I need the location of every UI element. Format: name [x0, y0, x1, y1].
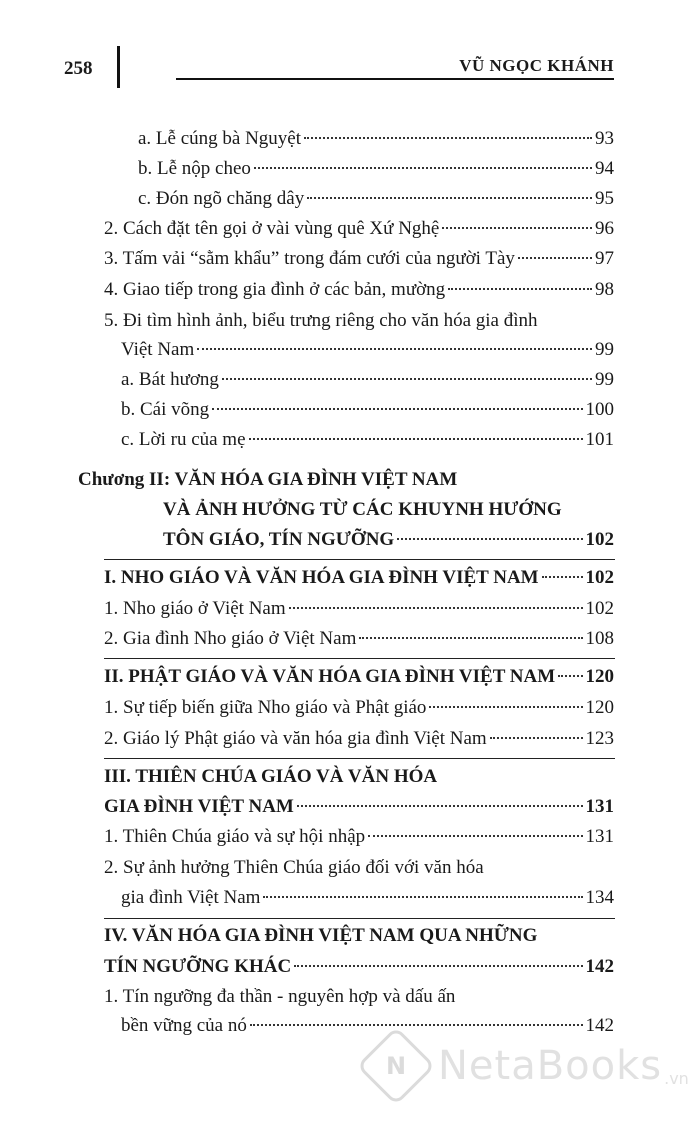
- toc-entry: [104, 247, 614, 271]
- toc-entry-page: 120: [585, 697, 614, 718]
- toc-entry: [121, 398, 614, 422]
- section-divider: [104, 758, 615, 759]
- toc-entry-title: 4. Giao tiếp trong gia đình ở các bản, mường: [104, 279, 446, 300]
- dot-leader: [197, 348, 592, 350]
- dot-leader: [368, 835, 582, 837]
- toc-entry: [104, 597, 614, 621]
- toc-entry-title: a. Lễ cúng bà Nguyệt: [138, 128, 302, 149]
- toc-entry: [121, 338, 614, 362]
- section-title-line1: IV. VĂN HÓA GIA ĐÌNH VIỆT NAM QUA NHỮNG: [104, 925, 538, 946]
- chapter-page: 102: [585, 529, 614, 550]
- dot-leader: [297, 805, 583, 807]
- section-page: 131: [585, 796, 614, 817]
- dot-leader: [289, 607, 583, 609]
- dot-leader: [263, 896, 582, 898]
- dot-leader: [442, 227, 592, 229]
- header-rule: [176, 78, 614, 80]
- page-number: 258: [64, 58, 93, 79]
- toc-entry-page: 134: [585, 887, 614, 908]
- toc-entry: [138, 187, 614, 211]
- section-title: II. PHẬT GIÁO VÀ VĂN HÓA GIA ĐÌNH VIỆT NAM: [104, 666, 556, 687]
- toc-entry-title: b. Lễ nộp cheo: [138, 158, 251, 179]
- toc-entry-page: 99: [595, 339, 614, 360]
- section-divider: [104, 918, 615, 919]
- watermark: [368, 1038, 689, 1094]
- toc-entry-page: 95: [595, 188, 614, 209]
- toc-entry-page: 131: [585, 826, 614, 847]
- toc-entry-page: 99: [595, 369, 614, 390]
- toc-entry-title: 3. Tấm vải “sằm khẩu” trong đám cưới của người Tày: [104, 248, 515, 269]
- toc-entry-page: 98: [595, 279, 614, 300]
- toc-entry: [104, 278, 614, 302]
- toc-entry-title: 1. Nho giáo ở Việt Nam: [104, 598, 286, 619]
- dot-leader: [222, 378, 592, 380]
- toc-entry-title-line1: 1. Tín ngưỡng đa thần - nguyên hợp và dấu ấn: [104, 986, 456, 1007]
- toc-entry-title-line1: 5. Đi tìm hình ảnh, biểu trưng riêng cho văn hóa gia đình: [104, 310, 538, 331]
- toc-entry-page: 101: [585, 429, 614, 450]
- section-entry: [104, 566, 614, 590]
- section-entry: [104, 795, 614, 819]
- header-divider: [117, 46, 120, 88]
- toc-entry-page: 142: [585, 1015, 614, 1036]
- section-title-line2: TÍN NGƯỠNG KHÁC: [104, 956, 292, 977]
- dot-leader: [249, 438, 583, 440]
- toc-entry: [121, 1014, 614, 1038]
- dot-leader: [359, 637, 582, 639]
- watermark-brand: NetaBooks: [438, 1043, 663, 1089]
- section-divider: [104, 559, 615, 560]
- section-page: 142: [585, 956, 614, 977]
- toc-entry: [121, 368, 614, 392]
- toc-entry: [104, 627, 614, 651]
- toc-entry-title: 2. Giáo lý Phật giáo và văn hóa gia đình Việt Nam: [104, 728, 487, 749]
- dot-leader: [490, 737, 583, 739]
- toc-entry: [104, 217, 614, 241]
- section-page: 102: [585, 567, 614, 588]
- dot-leader: [304, 137, 592, 139]
- dot-leader: [254, 167, 592, 169]
- dot-leader: [294, 965, 582, 967]
- running-head-author: VŨ NGỌC KHÁNH: [459, 56, 614, 75]
- dot-leader: [397, 538, 582, 540]
- section-entry: [104, 955, 614, 979]
- section-entry: [104, 665, 614, 689]
- toc-entry-title: c. Lời ru của mẹ: [121, 429, 246, 450]
- section-title: I. NHO GIÁO VÀ VĂN HÓA GIA ĐÌNH VIỆT NAM: [104, 567, 539, 588]
- toc-entry-title: c. Đón ngõ chăng dây: [138, 188, 305, 209]
- toc-entry-title-line2: gia đình Việt Nam: [121, 887, 261, 908]
- dot-leader: [542, 576, 583, 578]
- toc-entry-page: 108: [585, 628, 614, 649]
- toc-entry: [104, 727, 614, 751]
- section-page: 120: [585, 666, 614, 687]
- netabooks-logo-icon: N: [356, 1026, 435, 1105]
- dot-leader: [429, 706, 582, 708]
- toc-entry-title: 1. Sự tiếp biến giữa Nho giáo và Phật giáo: [104, 697, 427, 718]
- toc-entry-title-line2: Việt Nam: [121, 339, 195, 360]
- section-title-line1: III. THIÊN CHÚA GIÁO VÀ VĂN HÓA: [104, 766, 438, 787]
- toc-entry-page: 94: [595, 158, 614, 179]
- toc-entry: [138, 127, 614, 151]
- toc-entry-title: 1. Thiên Chúa giáo và sự hội nhập: [104, 826, 366, 847]
- section-divider: [104, 658, 615, 659]
- toc-entry-title: b. Cái võng: [121, 399, 210, 420]
- toc-entry-title: 2. Cách đặt tên gọi ở vài vùng quê Xứ Nghệ: [104, 218, 440, 239]
- watermark-suffix: .vn: [664, 1069, 689, 1088]
- toc-entry-page: 102: [585, 598, 614, 619]
- toc-entry-title-line2: bền vững của nó: [121, 1015, 247, 1036]
- dot-leader: [518, 257, 592, 259]
- toc-entry: [138, 157, 614, 181]
- toc-entry: [104, 696, 614, 720]
- toc-entry-title-line1: 2. Sự ảnh hưởng Thiên Chúa giáo đối với văn hóa: [104, 857, 484, 878]
- dot-leader: [448, 288, 592, 290]
- toc-entry: [121, 886, 614, 910]
- toc-entry-page: 123: [585, 728, 614, 749]
- chapter-heading-line2: VÀ ẢNH HƯỞNG TỪ CÁC KHUYNH HƯỚNG: [163, 499, 562, 520]
- toc-entry-page: 96: [595, 218, 614, 239]
- toc-entry-page: 97: [595, 248, 614, 269]
- dot-leader: [307, 197, 592, 199]
- chapter-heading-line1: Chương II: VĂN HÓA GIA ĐÌNH VIỆT NAM: [78, 469, 458, 490]
- toc-entry-title: 2. Gia đình Nho giáo ở Việt Nam: [104, 628, 357, 649]
- dot-leader: [250, 1024, 583, 1026]
- chapter-heading-line3: TÔN GIÁO, TÍN NGƯỠNG: [163, 529, 395, 550]
- dot-leader: [212, 408, 582, 410]
- section-title-line2: GIA ĐÌNH VIỆT NAM: [104, 796, 294, 817]
- toc-entry-page: 93: [595, 128, 614, 149]
- toc-entry: [121, 428, 614, 452]
- chapter-entry: [163, 528, 614, 552]
- toc-entry: [104, 825, 614, 849]
- toc-entry-page: 100: [585, 399, 614, 420]
- dot-leader: [558, 675, 582, 677]
- toc-entry-title: a. Bát hương: [121, 369, 219, 390]
